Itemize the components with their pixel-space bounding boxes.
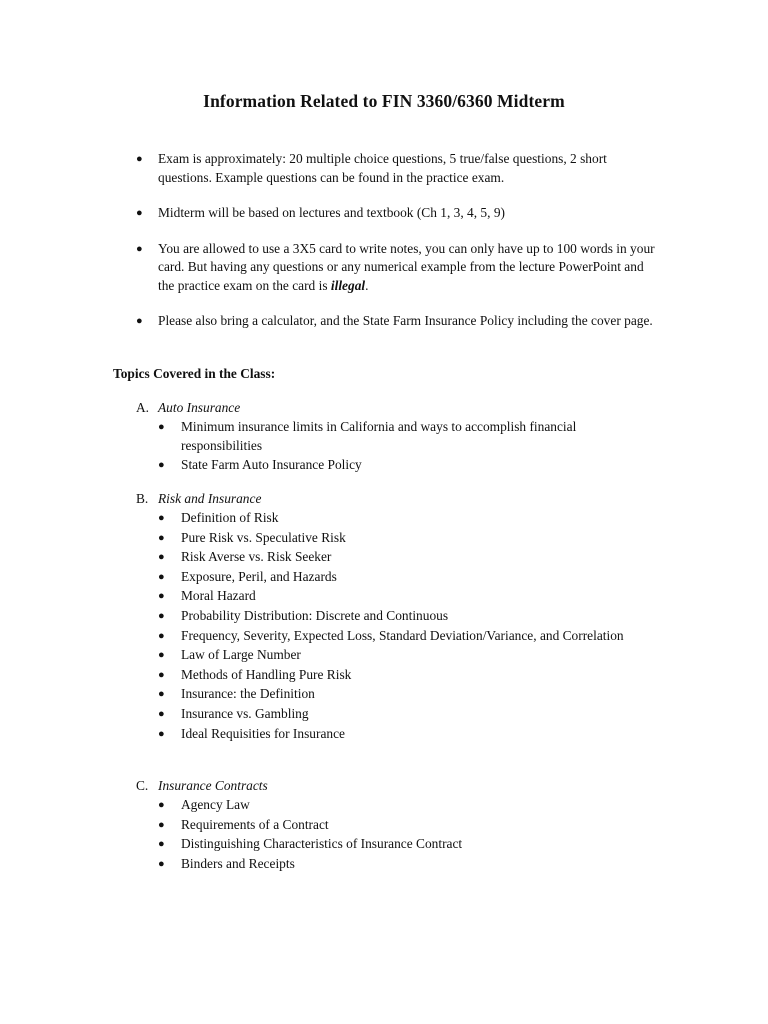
bullet-icon: ●: [158, 609, 165, 622]
section-name: Auto Insurance: [158, 400, 241, 415]
list-item: [158, 456, 656, 475]
topic-text: Law of Large Number: [181, 647, 301, 663]
list-item: [158, 725, 656, 744]
topic-text: Insurance: the Definition: [181, 686, 315, 702]
note-card-rule-text: You are allowed to use a 3X5 card to write notes, you can only have up to 100 words in your card. But having any questions or any numerical example from the lecture PowerPoint and the practice exam on the card is: [158, 240, 655, 293]
bullet-icon: ●: [158, 459, 165, 472]
section-heading: [136, 777, 656, 796]
topic-text: Moral Hazard: [181, 588, 256, 604]
bullet-icon: ●: [158, 688, 165, 701]
topic-text: Probability Distribution: Discrete and Continuous: [181, 607, 449, 623]
topic-text: Agency Law: [181, 797, 250, 812]
topic-text: Exposure, Peril, and Hazards: [181, 568, 337, 584]
bullet-icon: ●: [158, 799, 165, 811]
bullet-icon: ●: [158, 857, 165, 870]
bullet-icon: ●: [136, 207, 143, 220]
list-item: [136, 150, 656, 187]
list-item: [158, 855, 656, 874]
topic-list: [136, 509, 656, 743]
topic-text: Frequency, Severity, Expected Loss, Standard Deviation/Variance, and Correlation: [181, 627, 624, 643]
bring-materials-text: Please also bring a calculator, and the State Farm Insurance Policy including the cover page.: [158, 312, 653, 328]
bullet-icon: ●: [158, 818, 165, 831]
topic-text: Requirements of a Contract: [181, 816, 329, 832]
topic-text: Risk Averse vs. Risk Seeker: [181, 549, 332, 565]
list-item: [158, 529, 656, 548]
list-item: [158, 685, 656, 704]
topic-text: Insurance vs. Gambling: [181, 705, 309, 721]
list-item: [158, 835, 656, 854]
list-item: [136, 240, 656, 296]
section-auto-insurance: [136, 399, 656, 476]
bullet-icon: ●: [158, 570, 165, 583]
list-item: [158, 666, 656, 685]
bullet-icon: ●: [158, 590, 165, 603]
list-item: [158, 705, 656, 724]
bullet-icon: ●: [136, 314, 143, 327]
topic-text: Distinguishing Characteristics of Insurance Contract: [181, 836, 463, 852]
section-insurance-contracts: [136, 777, 656, 874]
list-item: [158, 627, 656, 646]
topic-text: Pure Risk vs. Speculative Risk: [181, 529, 346, 545]
topic-text: Binders and Receipts: [181, 855, 295, 871]
list-item: [136, 312, 656, 331]
bullet-icon: ●: [158, 727, 165, 740]
exam-coverage-text: Midterm will be based on lectures and textbook (Ch 1, 3, 4, 5, 9): [158, 205, 505, 221]
topics-heading: Topics Covered in the Class:: [113, 366, 276, 381]
section-heading: [136, 399, 656, 418]
section-name: Risk and Insurance: [158, 491, 262, 506]
section-name: Insurance Contracts: [158, 778, 268, 793]
list-item: [158, 646, 656, 665]
bullet-icon: ●: [158, 421, 165, 433]
list-item: [158, 418, 656, 455]
section-risk-and-insurance: [136, 490, 656, 744]
bullet-icon: ●: [136, 242, 143, 255]
illegal-emphasis: illegal: [330, 277, 366, 293]
list-item: [158, 509, 656, 528]
list-item: [158, 796, 656, 815]
topic-text: Methods of Handling Pure Risk: [181, 666, 352, 682]
topic-text: Minimum insurance limits in California and ways to accomplish financial responsibilities: [181, 419, 577, 453]
list-item: [158, 587, 656, 606]
bullet-icon: ●: [158, 512, 165, 524]
document-title: Information Related to FIN 3360/6360 Midterm: [203, 91, 565, 111]
list-item: [136, 204, 656, 223]
bullet-icon: ●: [158, 531, 165, 544]
list-item: [158, 607, 656, 626]
topic-text: Ideal Requisities for Insurance: [181, 725, 345, 741]
topic-list: [136, 796, 656, 873]
section-letter: A.: [136, 400, 150, 415]
topic-list: [136, 418, 656, 475]
list-item: [158, 568, 656, 587]
bullet-icon: ●: [158, 838, 165, 851]
bullet-icon: ●: [158, 649, 165, 662]
bullet-icon: ●: [158, 551, 165, 564]
list-item: [158, 816, 656, 835]
list-item: [158, 548, 656, 567]
exam-format-text: Exam is approximately: 20 multiple choice questions, 5 true/false questions, 2 short questions. Example questions can be found in the practice exam.: [158, 151, 607, 185]
section-letter: B.: [136, 491, 149, 506]
bullet-icon: ●: [158, 668, 165, 681]
exam-info-list: [136, 150, 656, 330]
section-letter: C.: [136, 778, 149, 793]
bullet-icon: ●: [158, 629, 165, 642]
bullet-icon: ●: [158, 707, 165, 720]
bullet-icon: ●: [136, 153, 143, 165]
section-heading: [136, 490, 656, 509]
topic-text: State Farm Auto Insurance Policy: [181, 457, 362, 473]
topic-text: Definition of Risk: [181, 510, 279, 525]
note-card-rule-end: .: [365, 277, 369, 293]
